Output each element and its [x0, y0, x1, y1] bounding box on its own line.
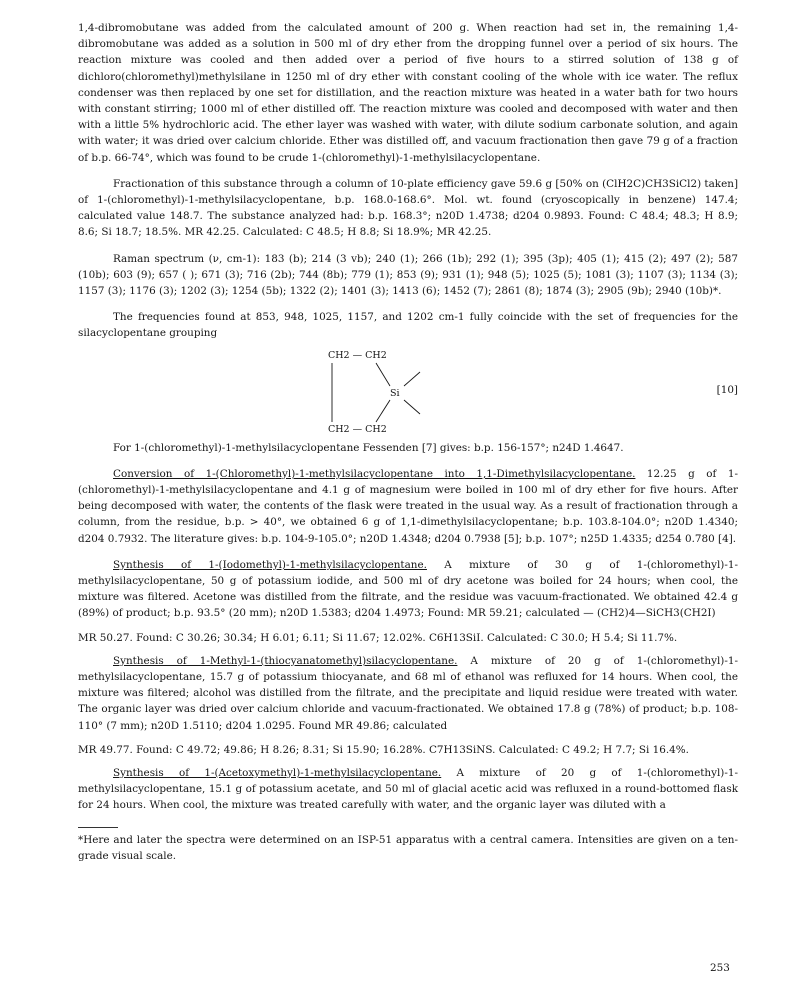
ring-bond-top	[376, 363, 390, 386]
section-title-conversion: Conversion of 1-(Chloromethyl)-1-methylsilacyclopentane into 1,1-Dimethylsilacyclopentane.	[113, 467, 636, 480]
section-body-thiocyanato: A mixture of 20 g of 1-(chloromethyl)-1-methylsilacyclopentane, 15.7 g of potassium thiocyanate, and 68 ml of ethanol was refluxed for 14 hours. When cool, the mixture was filtered; alcohol was distilled from the filtrate, and the precipitate and liquid residue were treated with water. The organic layer was dried over calcium chloride and vacuum-fractionated. We obtained 17.8 g (78%) of product; b.p. 108-110° (7 mm); n20D 1.5110; d204 1.0295. Found MR 49.86; calculated	[78, 654, 738, 732]
paragraph-raman: Raman spectrum (ν, cm-1): 183 (b); 214 (3 vb); 240 (1); 266 (1b); 292 (1); 395 (3p); 405 (1); 415 (2); 497 (2); 587 (10b); 603 (9); 657 ( ); 671 (3); 716 (2b); 744 (8b); 779 (1); 853 (9); 931 (1); 948 (5); 1025 (5); 1081 (3); 1107 (3); 1134 (3); 1157 (3); 1176 (3); 1202 (3); 1254 (5b); 1322 (2); 1401 (3); 1413 (6); 1452 (7); 2861 (8); 1874 (3); 2905 (9b); 2940 (10b)*.	[78, 252, 738, 298]
paragraph-acetoxymethyl	[78, 765, 738, 814]
analysis-thiocyanato: MR 49.77. Found: C 49.72; 49.86; H 8.26; 8.31; Si 15.90; 16.28%. C7H13SiNS. Calculated: C 49.2; H 7.7; Si 16.4%.	[78, 743, 689, 756]
si-bond-upper	[404, 372, 420, 386]
paragraph-1: 1,4-dibromobutane was added from the calculated amount of 200 g. When reaction had set in, the remaining 1,4-dibromobutane was added as a solution in 500 ml of dry ether from the dropping funnel over a period of six hours. The reaction mixture was cooled and then added over a period of five hours to a stirred solution of 138 g of dichloro(chloromethyl)methylsilane in 1250 ml of dry ether with constant cooling of the whole with ice water. The reflux condenser was then replaced by one set for distillation, and the reaction mixture was heated in a water bath for two hours with constant stirring; 1000 ml of ether distilled off. The reaction mixture was cooled and decomposed with water and then with a little 5% hydrochloric acid. The ether layer was washed with water, with dilute sodium carbonate solution, and again with water; it was dried over calcium chloride. Ether was distilled off, and vacuum fractionation then gave 79 g of a fraction of b.p. 66-74°, which was found to be crude 1-(chloromethyl)-1-methylsilacyclopentane.	[78, 22, 738, 164]
equation-number: [10]	[716, 383, 738, 396]
section-title-iodomethyl: Synthesis of 1-(Iodomethyl)-1-methylsilacyclopentane.	[113, 558, 427, 571]
paragraph-iodomethyl	[78, 557, 738, 622]
paragraph-conversion	[78, 466, 738, 547]
si-bond-lower	[404, 400, 420, 414]
paragraph-thiocyanato	[78, 653, 738, 734]
silacyclopentane-structure	[78, 346, 738, 440]
paragraph-5: For 1-(chloromethyl)-1-methylsilacyclopentane Fessenden [7] gives: b.p. 156-157°; n24D 1.4647.	[113, 441, 624, 454]
ring-bond-bottom	[376, 400, 390, 422]
paper-page	[78, 20, 738, 864]
footnote-rule	[78, 827, 118, 828]
paragraph-4: The frequencies found at 853, 948, 1025, 1157, and 1202 cm-1 fully coincide with the set of frequencies for the silacyclopentane grouping	[78, 311, 738, 340]
section-title-acetoxymethyl: Synthesis of 1-(Acetoxymethyl)-1-methylsilacyclopentane.	[113, 766, 442, 779]
structure-top-left: CH2 — CH2	[328, 349, 387, 361]
analysis-iodomethyl: MR 50.27. Found: C 30.26; 30.34; H 6.01; 6.11; Si 11.67; 12.02%. C6H13SiI. Calculated: C 30.0; H 5.4; Si 11.7%.	[78, 631, 678, 644]
structure-diagram	[328, 346, 488, 440]
page-number: 253	[710, 962, 730, 974]
structure-bottom-left: CH2 — CH2	[328, 423, 387, 435]
structure-si: Si	[390, 387, 400, 399]
section-title-thiocyanato: Synthesis of 1-Methyl-1-(thiocyanatomethyl)silacyclopentane.	[113, 654, 458, 667]
paragraph-2: Fractionation of this substance through a column of 10-plate efficiency gave 59.6 g [50% on (ClH2C)CH3SiCl2) taken] of 1-(chloromethyl)-1-methylsilacyclopentane, b.p. 168.0-168.6°. Mol. wt. found (cryoscopically in benzene) 147.4; calculated value 148.7. The substance analyzed had: b.p. 168.3°; n20D 1.4738; d204 0.9893. Found: C 48.4; 48.3; H 8.9; 8.6; Si 18.7; 18.5%. MR 42.25. Calculated: C 48.5; H 8.8; Si 18.9%; MR 42.25.	[78, 177, 738, 239]
section-body-acetoxymethyl: A mixture of 20 g of 1-(chloromethyl)-1-methylsilacyclopentane, 15.1 g of potassium acetate, and 50 ml of glacial acetic acid was refluxed in a round-bottomed flask for 24 hours. When cool, the mixture was treated carefully with water, and the organic layer was diluted with a	[78, 766, 738, 812]
section-body-conversion: 12.25 g of 1-(chloromethyl)-1-methylsilacyclopentane and 4.1 g of magnesium were boiled in 100 ml of dry ether for five hours. After being decomposed with water, the contents of the flask were treated in the usual way. As a result of fractionation through a column, from the residue, b.p. > 40°, we obtained 6 g of 1,1-dimethylsilacyclopentane; b.p. 103.8-104.0°; n20D 1.4340; d204 0.7932. The literature gives: b.p. 104-9-105.0°; n20D 1.4348; d204 0.7938 [5]; b.p. 107°; n25D 1.4335; d254 0.780 [4].	[78, 467, 738, 545]
footnote: *Here and later the spectra were determined on an ISP-51 apparatus with a central camera. Intensities are given on a ten-grade visual scale.	[78, 834, 738, 863]
section-body-iodomethyl: A mixture of 30 g of 1-(chloromethyl)-1-methylsilacyclopentane, 50 g of potassium iodide, and 500 ml of dry acetone was boiled for 24 hours; when cool, the mixture was filtered. Acetone was distilled from the filtrate, and the residue was vacuum-fractionated. We obtained 42.4 g (89%) of product; b.p. 93.5° (20 mm); n20D 1.5383; d204 1.4973; Found: MR 59.21; calculated — (CH2)4—SiCH3(CH2I)	[78, 558, 738, 620]
